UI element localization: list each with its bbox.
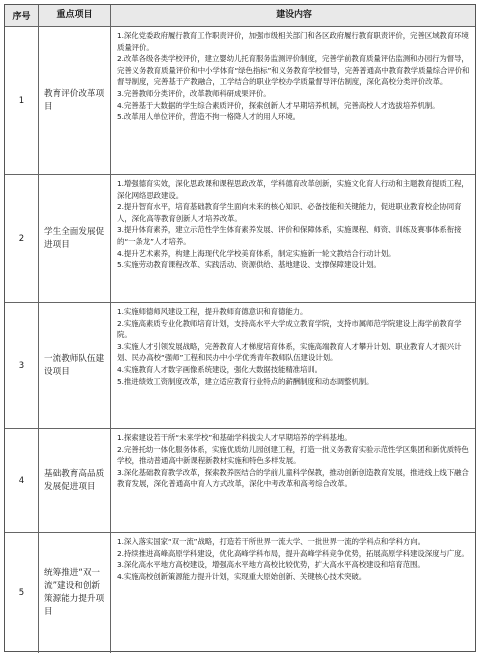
- row-number: 4: [5, 429, 39, 532]
- content-item: 2.改革各级各类学校评价，建立婴幼儿托育服务监测评价制度，完善学前教育质量评估监测和办园行为督导，完善义务教育质量评价和中小学体育“绿色指标”和义务教育学校督导，完善普通高中教育教学质量综合评价和督导制度，完善基于产教融合，工学结合的职业学校办学质量督导评估制度，深化高校分类评价改革。: [117, 54, 470, 87]
- project-name: 基础教育高品质发展促进项目: [39, 429, 111, 532]
- content-item: 1.深化党委政府履行教育工作职责评价，加强市级相关部门和各区政府履行教育职责评价，完善区域教育环境质量评价。: [117, 31, 469, 52]
- row-number: 2: [5, 175, 39, 302]
- content-item: 5.推进绩效工资制度改革，建立适应教育行业特点的薪酬制度和动态调整机制。: [117, 376, 374, 386]
- content-cell: [111, 27, 477, 174]
- content-item: 3.提升体育素养，建立示范性学生体育素养发展、评价和保障体系，实施课程、师资、训练及赛事体系衔接的“一条龙”人才培养。: [117, 225, 462, 246]
- content-item: 4.实施教育人才数字画像系统建设，强化大数据技能精准培训。: [117, 364, 323, 374]
- content-cell: [111, 429, 477, 532]
- content-item: 4.实施高校创新策源能力提升计划，实现重大原始创新、关键核心技术突破。: [117, 571, 367, 581]
- row-number: 3: [5, 303, 39, 428]
- content-item: 4.完善基于大数据的学生综合素质评价，探索创新人才早期培养机制，完善高校人才选拔培养机制。: [117, 100, 440, 110]
- content-item: 4.提升艺术素养，构建上海现代化学校美育体系，制定实施新一轮文教结合行动计划。: [117, 248, 396, 258]
- project-name: 统筹推进“双一流”建设和创新策源能力提升项目: [39, 533, 111, 653]
- content-item: 2.完善托幼一体化服务体系，实施优质幼儿园创建工程，打造一批义务教育实验示范性学区集团和新优质特色学校，推动普通高中新课程新教材实施和特色多样发展。: [117, 444, 469, 466]
- construction-table: [4, 4, 476, 652]
- content-item: 5.改革用人单位评价，营造不拘一格降人才的用人环境。: [117, 112, 300, 122]
- content-item: 3.完善教师分类评价，改革教师科研成果评价。: [117, 88, 271, 98]
- table-row: [5, 27, 475, 175]
- project-name: 一流教师队伍建设项目: [39, 303, 111, 428]
- content-item: 1.探索建设若干所“未来学校”和基础学科拔尖人才早期培养的学科基地。: [117, 433, 352, 442]
- content-item: 1.实施师德师风建设工程，提升教师育德意识和育德能力。: [117, 307, 308, 316]
- header-project: 重点项目: [39, 5, 111, 26]
- content-cell: [111, 303, 477, 428]
- content-cell: [111, 533, 477, 653]
- header-content: 建设内容: [276, 9, 312, 20]
- table-header-row: [5, 5, 475, 27]
- content-item: 2.实施高素质专业化教师培育计划，支持高水平大学成立教育学院，支持市属师范学院建设上海学前教育学院。: [117, 318, 462, 340]
- content-item: 3.深化基础教育教学改革，探索教养医结合的学前儿童科学保教，推动创新创造教育发展，推进线上线下融合教育发展，深化普通高中育人方式改革，深化中考改革和高考综合改革。: [117, 467, 469, 489]
- table-row: [5, 429, 475, 533]
- project-name: 教育评价改革项目: [39, 27, 111, 174]
- content-item: 2.持续推进高峰高原学科建设，优化高峰学科布局，提升高峰学科竞争优势，拓展高原学科建设深度与广度。: [117, 548, 469, 558]
- table-row: [5, 533, 475, 653]
- table-row: [5, 303, 475, 429]
- content-item: 2.提升智育水平，培育基础教育学生面向未来的核心知识、必备技能和关键能力，促进职业教育校企协同育人，深化高等教育创新人才培养改革。: [117, 202, 462, 223]
- row-number: 1: [5, 27, 39, 174]
- content-item: 5.实施劳动教育课程改革、实践活动、资源供给、基地建设、支撑保障建设计划。: [117, 260, 381, 270]
- table-row: [5, 175, 475, 303]
- content-item: 3.深化高水平地方高校建设，增强高水平地方高校比较优势，扩大高水平高校建设和培育范围。: [117, 560, 425, 570]
- content-item: 1.增强德育实效，深化思政课和课程思政改革，学科德育改革创新，实施文化育人行动和主题教育提质工程，深化网络思政建设。: [117, 179, 469, 200]
- header-num: 序号: [5, 5, 39, 26]
- content-item: 1.深入落实国家“双一流”战略，打造若干所世界一流大学、一批世界一流的学科点和学科方向。: [117, 537, 425, 546]
- content-cell: [111, 175, 477, 302]
- content-item: 3.实施人才引领发展战略，完善教育人才梯度培育体系，实施高端教育人才攀升计划、职业教育人才振兴计划、民办高校“强师”工程和民办中小学优秀青年教师队伍建设计划。: [117, 341, 462, 363]
- project-name: 学生全面发展促进项目: [39, 175, 111, 302]
- row-number: 5: [5, 533, 39, 653]
